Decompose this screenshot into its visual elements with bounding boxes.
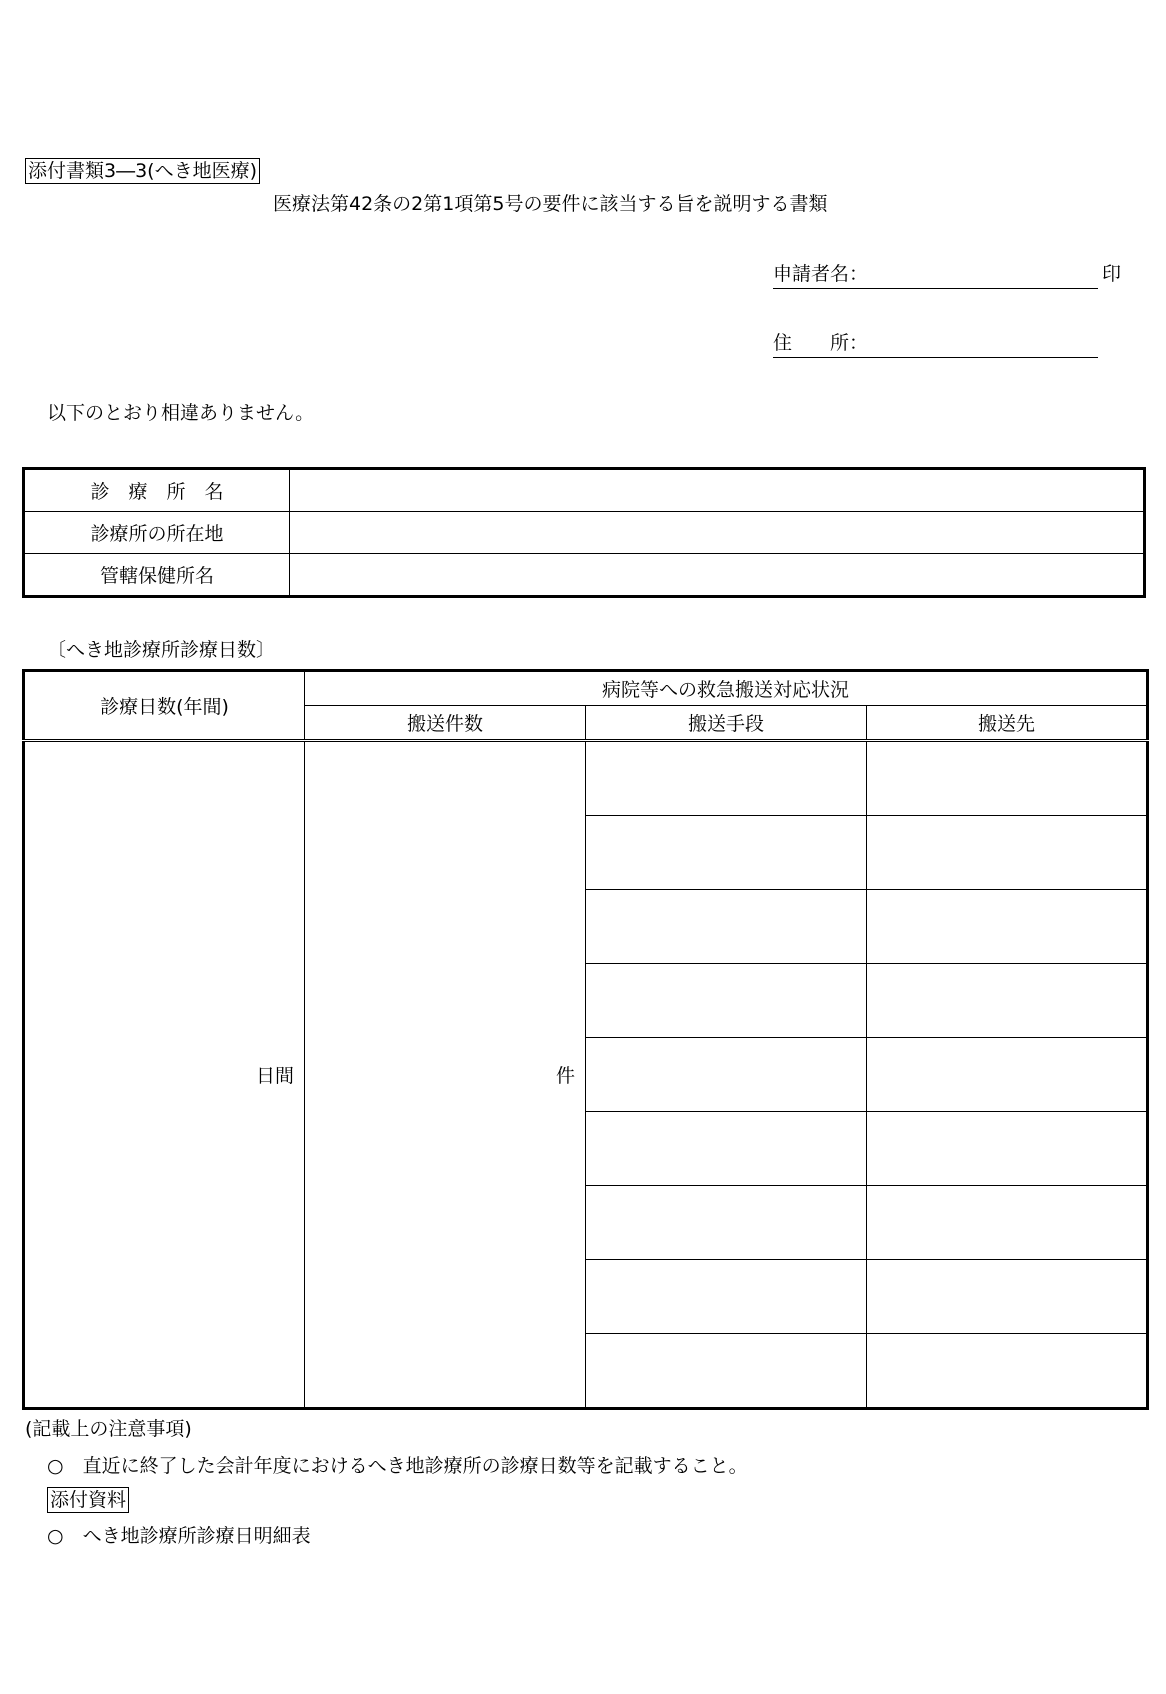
destination-cell <box>867 741 1148 816</box>
means-cell <box>586 964 867 1038</box>
means-cell <box>586 1038 867 1112</box>
means-cell <box>586 816 867 890</box>
means-cell <box>586 1260 867 1334</box>
transport-table <box>22 669 1149 1410</box>
col-days-header: 診療日数(年間) <box>24 671 305 741</box>
document-title: 医療法第42条の2第1項第5号の要件に該当する旨を説明する書類 <box>273 193 828 215</box>
destination-cell <box>867 1038 1148 1112</box>
info-row <box>24 554 1145 597</box>
col-count-header: 搬送件数 <box>305 706 586 741</box>
health-center-label: 管轄保健所名 <box>24 554 290 597</box>
means-cell <box>586 890 867 964</box>
statement-text: 以下のとおり相違ありません。 <box>47 402 315 424</box>
table-row <box>24 741 1148 816</box>
col-means-header: 搬送手段 <box>586 706 867 741</box>
attachments-heading: 添付資料 <box>47 1487 129 1513</box>
seal-mark: 印 <box>1102 263 1122 285</box>
count-cell <box>305 741 586 1409</box>
clinic-address-label: 診療所の所在地 <box>24 512 290 554</box>
applicant-address-label: 住 所： <box>773 332 869 354</box>
clinic-name-label: 診 療 所 名 <box>24 469 290 512</box>
destination-cell <box>867 1334 1148 1409</box>
destination-cell <box>867 890 1148 964</box>
info-row <box>24 512 1145 554</box>
means-cell <box>586 741 867 816</box>
means-cell <box>586 1112 867 1186</box>
days-cell <box>24 741 305 1409</box>
destination-cell <box>867 1260 1148 1334</box>
group-header: 病院等への救急搬送対応状況 <box>305 671 1148 706</box>
notes-heading: (記載上の注意事項) <box>25 1418 192 1440</box>
means-cell <box>586 1334 867 1409</box>
info-row <box>24 469 1145 512</box>
clinic-info-table <box>22 467 1146 598</box>
days-unit: 日間 <box>255 1065 294 1087</box>
destination-cell <box>867 1186 1148 1260</box>
count-unit: 件 <box>555 1065 575 1087</box>
col-destination-header: 搬送先 <box>867 706 1148 741</box>
health-center-value <box>290 554 1145 597</box>
attachments-item: ○ へき地診療所診療日明細表 <box>47 1525 311 1547</box>
header-row <box>24 671 1148 706</box>
applicant-name-label: 申請者名： <box>773 263 869 285</box>
destination-cell <box>867 1112 1148 1186</box>
means-cell <box>586 1186 867 1260</box>
applicant-address-line <box>773 331 1098 357</box>
section-label: 〔へき地診療所診療日数〕 <box>47 639 276 661</box>
attachment-tag: 添付書類3―3(へき地医療) <box>25 158 260 184</box>
destination-cell <box>867 964 1148 1038</box>
clinic-address-value <box>290 512 1145 554</box>
notes-item: ○ 直近に終了した会計年度におけるへき地診療所の診療日数等を記載すること。 <box>47 1455 748 1477</box>
clinic-name-value <box>290 469 1145 512</box>
destination-cell <box>867 816 1148 890</box>
applicant-name-line <box>773 262 1098 288</box>
